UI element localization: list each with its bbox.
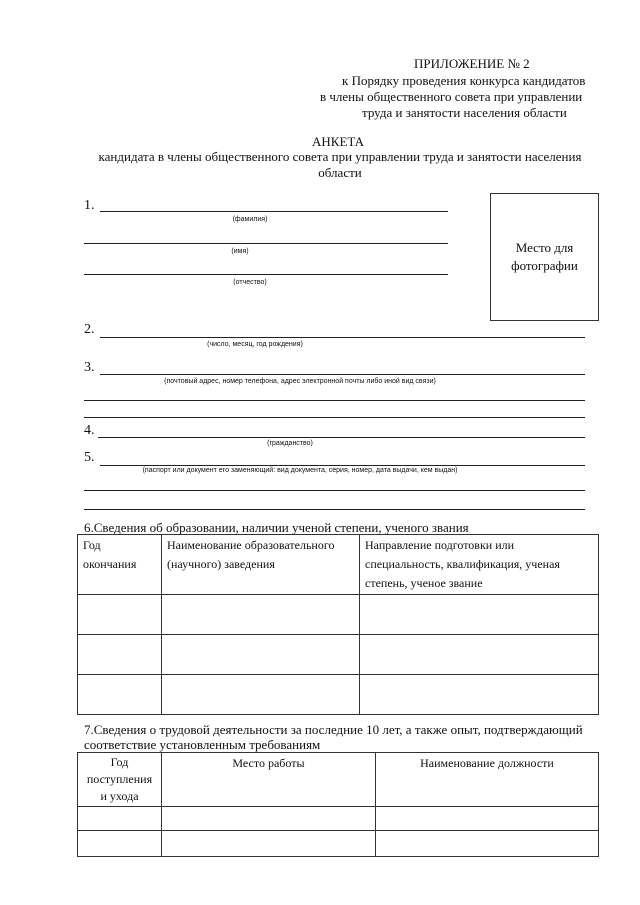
field-1-number: 1. — [84, 198, 95, 213]
patronymic-line[interactable] — [84, 274, 448, 275]
education-title: 6.Сведения об образовании, наличии ученой степени, ученого звания — [84, 520, 469, 535]
patronymic-caption: (отчество) — [233, 279, 267, 286]
work-header-years — [78, 753, 162, 807]
table-cell[interactable] — [78, 635, 162, 675]
form-subtitle — [70, 149, 610, 181]
table-row — [78, 595, 599, 635]
work-header-place-line-1: Место работы — [232, 756, 305, 770]
education-header-row — [78, 535, 599, 595]
surname-caption: (фамилия) — [232, 216, 268, 223]
table-cell[interactable] — [360, 595, 599, 635]
table-cell[interactable] — [376, 807, 599, 831]
work-header-years-line-3: и ухода — [100, 789, 139, 803]
table-cell[interactable] — [162, 635, 360, 675]
table-row — [78, 675, 599, 715]
table-cell[interactable] — [162, 807, 376, 831]
contacts-line-3[interactable] — [84, 417, 585, 418]
field-2-number: 2. — [84, 322, 95, 337]
contacts-line[interactable] — [100, 374, 585, 375]
contacts-caption: (почтовый адрес, номер телефона, адрес электронной почты либо иной вид связи) — [164, 378, 436, 385]
education-header-institution — [162, 535, 360, 595]
education-header-institution-line-1: Наименование образовательного — [167, 538, 335, 552]
work-header-years-line-1: Год — [110, 755, 129, 769]
field-5-number: 5. — [84, 450, 95, 465]
table-cell[interactable] — [162, 595, 360, 635]
work-header-place — [162, 753, 376, 807]
photo-box-line-1: Место для — [515, 240, 574, 255]
dob-caption: (число, месяц, год рождения) — [207, 341, 303, 348]
work-table — [77, 752, 599, 857]
education-table — [77, 534, 599, 715]
passport-line-2[interactable] — [84, 490, 585, 491]
field-3-number: 3. — [84, 360, 95, 375]
table-cell[interactable] — [360, 675, 599, 715]
form-subtitle-line-1: кандидата в члены общественного совета при управлении труда и занятости населения — [98, 149, 582, 164]
table-row — [78, 831, 599, 857]
work-title-line-1: 7.Сведения о трудовой деятельности за последние 10 лет, а также опыт, подтверждающий — [84, 722, 583, 737]
table-cell[interactable] — [78, 831, 162, 857]
form-title: АНКЕТА — [312, 134, 365, 149]
appendix-line-1: к Порядку проведения конкурса кандидатов — [342, 73, 586, 88]
appendix-heading: ПРИЛОЖЕНИЕ № 2 — [414, 56, 530, 71]
work-header-position — [376, 753, 599, 807]
education-header-specialty-line-1: Направление подготовки или — [365, 538, 515, 552]
education-header-institution-line-2: (научного) заведения — [167, 557, 275, 571]
table-row — [78, 635, 599, 675]
education-header-year — [78, 535, 162, 595]
field-4-number: 4. — [84, 423, 95, 438]
passport-line[interactable] — [100, 465, 585, 466]
passport-caption: (паспорт или документ его заменяющий: вид документа, серия, номер, дата выдачи, кем выдан) — [142, 467, 458, 474]
work-title — [84, 722, 583, 752]
citizenship-caption: (гражданство) — [267, 440, 313, 447]
appendix-line-3: труда и занятости населения области — [362, 105, 567, 120]
table-cell[interactable] — [360, 635, 599, 675]
citizenship-line[interactable] — [98, 437, 585, 438]
education-header-specialty — [360, 535, 599, 595]
table-row — [78, 807, 599, 831]
dob-line[interactable] — [100, 337, 585, 338]
table-cell[interactable] — [78, 807, 162, 831]
name-line[interactable] — [84, 243, 448, 244]
table-cell[interactable] — [78, 595, 162, 635]
table-cell[interactable] — [162, 675, 360, 715]
work-title-line-2: соответствие установленным требованиям — [84, 737, 321, 752]
work-header-position-line-1: Наименование должности — [420, 756, 554, 770]
table-cell[interactable] — [162, 831, 376, 857]
contacts-line-2[interactable] — [84, 400, 585, 401]
education-header-specialty-line-2: специальность, квалификация, ученая — [365, 557, 560, 571]
name-caption: (имя) — [231, 248, 249, 255]
education-header-year-line-2: окончания — [83, 557, 137, 571]
work-header-row — [78, 753, 599, 807]
photo-box — [490, 193, 599, 321]
education-header-year-line-1: Год — [83, 538, 101, 552]
passport-line-3[interactable] — [84, 509, 585, 510]
work-header-years-line-2: поступления — [86, 772, 153, 786]
appendix-line-2: в члены общественного совета при управлении — [320, 89, 583, 104]
form-subtitle-line-2: области — [318, 165, 362, 180]
education-header-specialty-line-3: степень, ученое звание — [365, 576, 483, 590]
photo-box-line-2: фотографии — [511, 258, 578, 273]
surname-line[interactable] — [100, 211, 448, 212]
table-cell[interactable] — [78, 675, 162, 715]
table-cell[interactable] — [376, 831, 599, 857]
